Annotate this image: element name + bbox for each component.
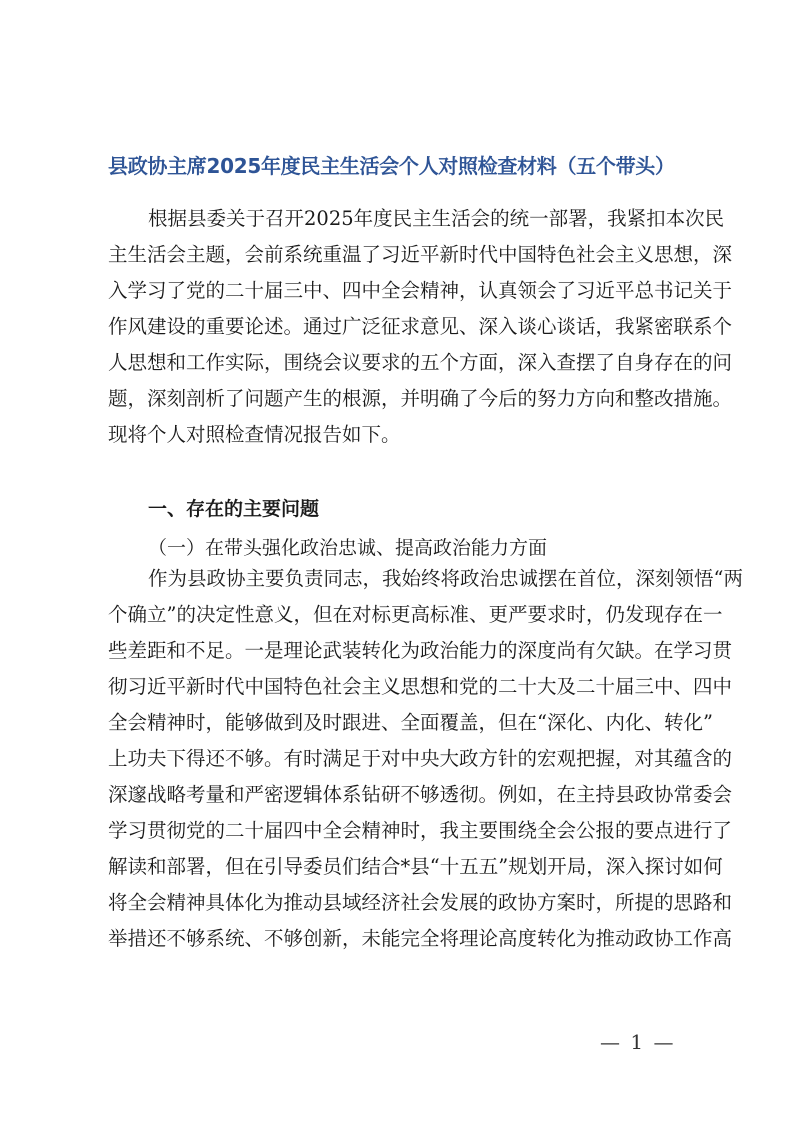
text-line: 解读和部署，但在引导委员们结合*县“十五五”规划开局，深入探讨如何: [108, 855, 723, 878]
text-line: 题，深刻剖析了问题产生的根源，并明确了今后的努力方向和整改措施。: [108, 387, 733, 410]
text-line: 举措还不够系统、不够创新，未能完全将理论高度转化为推动政协工作高: [108, 927, 733, 950]
text-line: 彻习近平新时代中国特色社会主义思想和党的二十大及二十届三中、四中: [108, 675, 733, 698]
text-line: 作风建设的重要论述。通过广泛征求意见、深入谈心谈话，我紧密联系个: [108, 315, 733, 338]
page-number: — 1 —: [600, 1030, 676, 1054]
text-line: 主生活会主题，会前系统重温了习近平新时代中国特色社会主义思想，深: [108, 243, 733, 266]
text-line: 现将个人对照检查情况报告如下。: [108, 423, 401, 446]
text-line: 学习贯彻党的二十届四中全会精神时，我主要围绕全会公报的要点进行了: [108, 819, 733, 842]
text-line: 作为县政协主要负责同志，我始终将政治忠诚摆在首位，深刻领悟“两: [148, 567, 743, 590]
text-line: 根据县委关于召开2025年度民主生活会的统一部署，我紧扣本次民: [148, 207, 725, 230]
text-line: 个确立”的决定性意义，但在对标更高标准、更严要求时，仍发现存在一: [108, 603, 723, 626]
section-heading: 一、存在的主要问题: [148, 498, 320, 520]
body-paragraph: [108, 561, 743, 957]
text-line: 将全会精神具体化为推动县域经济社会发展的政协方案时，所提的思路和: [108, 891, 733, 914]
text-line: 深邃战略考量和严密逻辑体系钻研不够透彻。例如，在主持县政协常委会: [108, 783, 733, 806]
subsection-heading: （一）在带头强化政治忠诚、提高政治能力方面: [148, 537, 548, 559]
text-line: 上功夫下得还不够。有时满足于对中央大政方针的宏观把握，对其蕴含的: [108, 747, 733, 770]
document-title: 县政协主席2025年度民主生活会个人对照检查材料（五个带头）: [108, 154, 675, 178]
intro-paragraph: [108, 201, 733, 453]
text-line: 全会精神时，能够做到及时跟进、全面覆盖，但在“深化、内化、转化”: [108, 711, 713, 734]
text-line: 人思想和工作实际，围绕会议要求的五个方面，深入查摆了自身存在的问: [108, 351, 733, 374]
text-line: 些差距和不足。一是理论武装转化为政治能力的深度尚有欠缺。在学习贯: [108, 639, 733, 662]
text-line: 入学习了党的二十届三中、四中全会精神，认真领会了习近平总书记关于: [108, 279, 733, 302]
